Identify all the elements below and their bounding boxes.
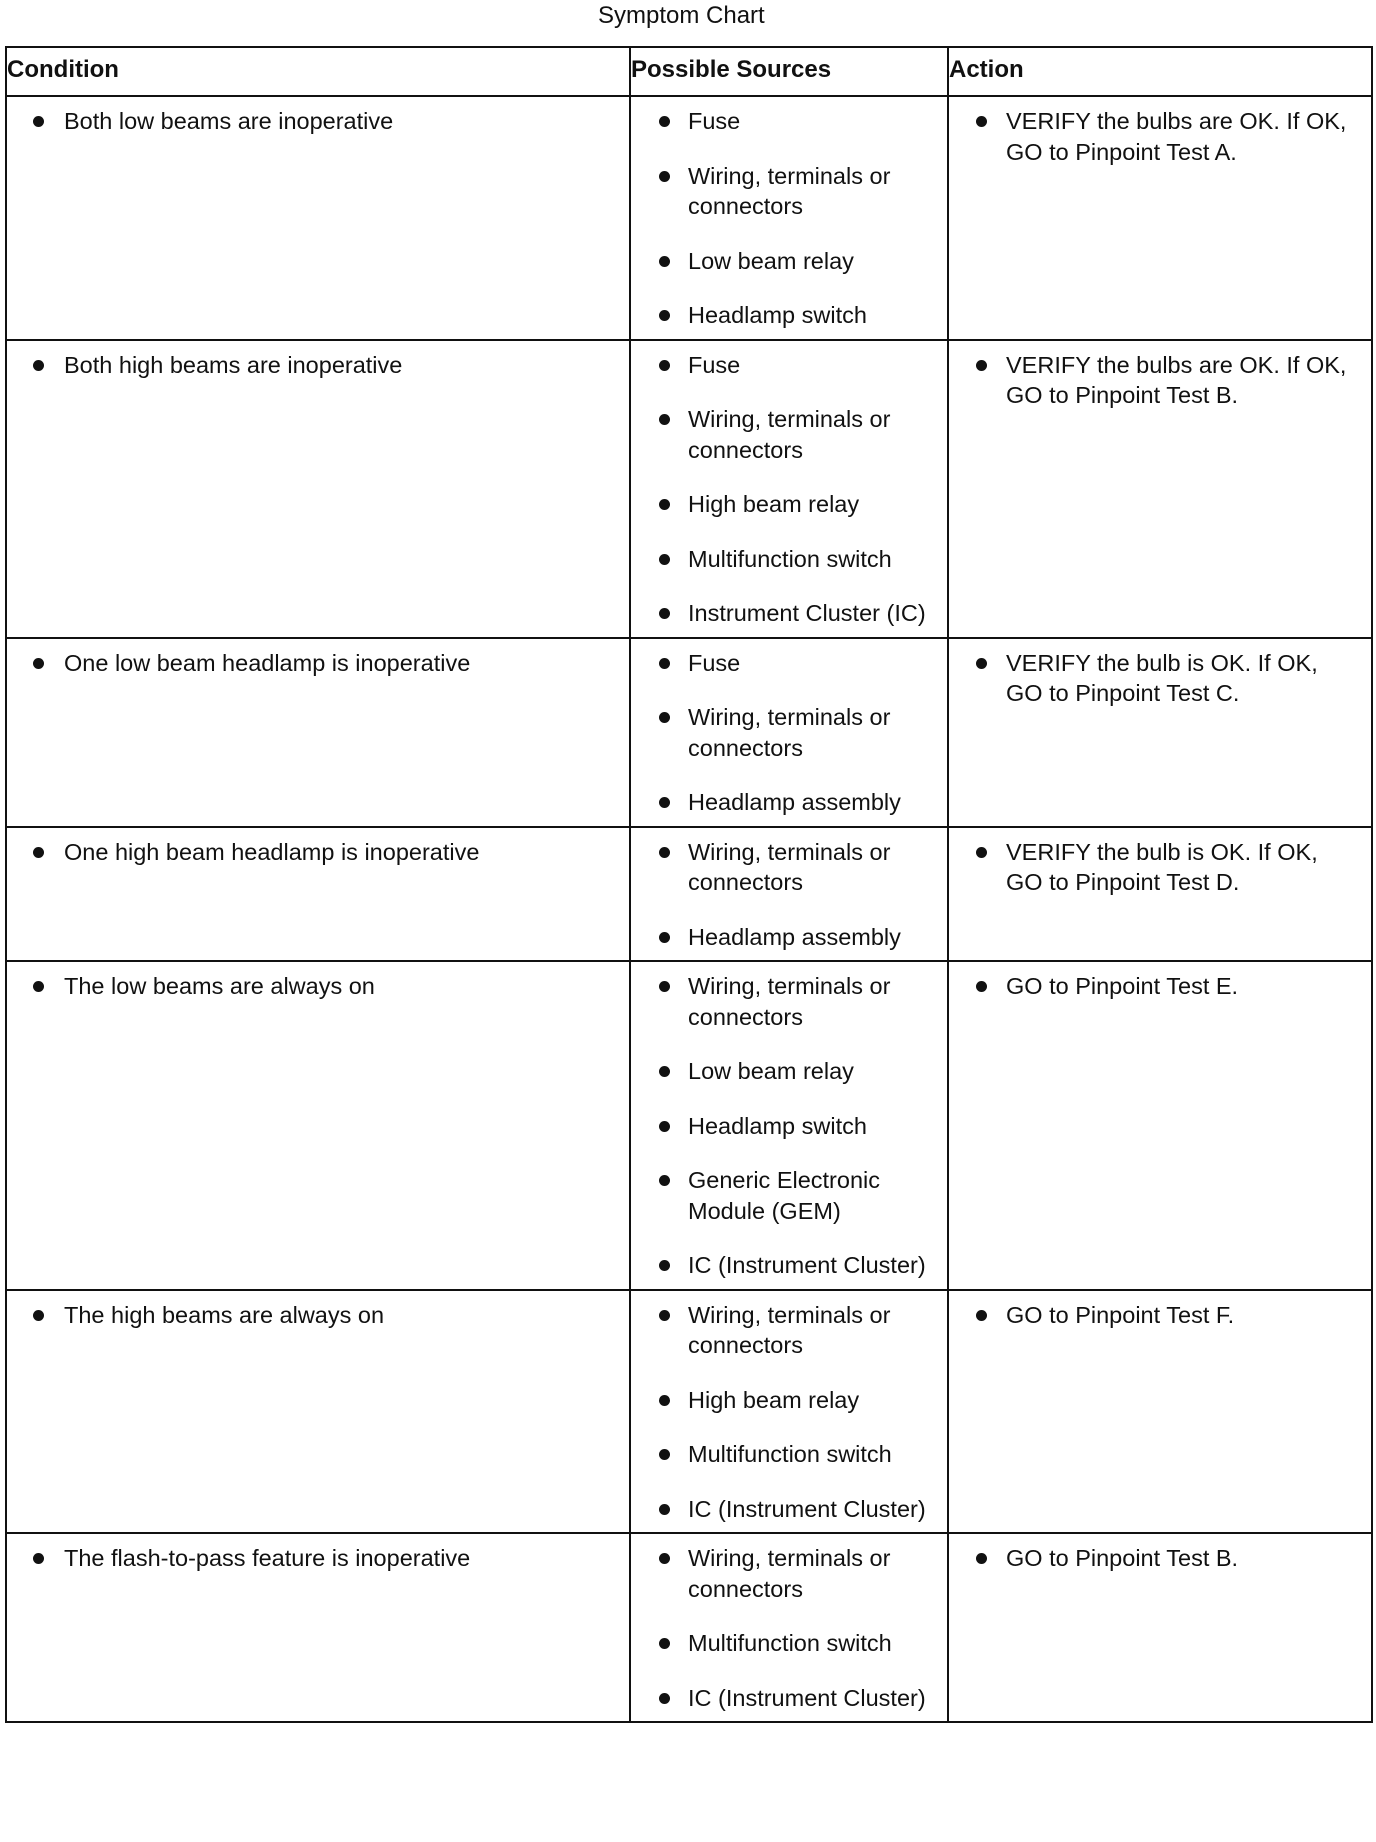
condition-cell (6, 961, 630, 1290)
source-text: Low beam relay (688, 247, 854, 274)
source-item (631, 1165, 947, 1226)
bullet-icon (659, 1693, 670, 1704)
bullet-icon (659, 171, 670, 182)
source-text: Instrument Cluster (IC) (688, 600, 926, 626)
action-item (949, 648, 1371, 709)
condition-item (7, 106, 629, 137)
source-item (631, 246, 947, 277)
condition-item (7, 1543, 629, 1574)
bullet-icon (659, 1066, 670, 1077)
bullet-icon (33, 1553, 44, 1564)
bullet-icon (33, 981, 44, 992)
source-text: Wiring, terminals or connectors (688, 704, 891, 761)
source-text: Headlamp assembly (688, 923, 901, 950)
condition-text: Both high beams are inoperative (64, 351, 403, 378)
header-condition: Condition (6, 47, 630, 96)
source-item (631, 1543, 947, 1604)
bullet-icon (659, 1310, 670, 1321)
possible-sources-cell (630, 96, 948, 340)
possible-sources-cell (630, 638, 948, 827)
source-text: Headlamp switch (688, 302, 867, 328)
source-item (631, 1111, 947, 1142)
bullet-icon (33, 1310, 44, 1321)
source-text: Wiring, terminals or connectors (688, 1301, 891, 1358)
condition-text: Both low beams are inoperative (64, 108, 394, 134)
bullet-icon (659, 981, 670, 992)
bullet-icon (659, 932, 670, 943)
source-item (631, 837, 947, 898)
source-item (631, 161, 947, 222)
condition-item (7, 648, 629, 679)
source-text: Fuse (688, 108, 741, 134)
bullet-icon (659, 1260, 670, 1271)
action-text: GO to Pinpoint Test B. (1006, 1545, 1239, 1571)
condition-item (7, 350, 629, 381)
bullet-icon (659, 1553, 670, 1564)
action-cell (948, 827, 1372, 962)
table-row (6, 638, 1372, 827)
possible-sources-cell (630, 961, 948, 1290)
source-text: Wiring, terminals or connectors (688, 973, 891, 1030)
condition-text: One low beam headlamp is inoperative (64, 649, 471, 676)
source-text: IC (Instrument Cluster) (688, 1684, 926, 1711)
chart-title-bar (0, 0, 1376, 32)
source-text: Headlamp assembly (688, 789, 901, 815)
action-text: GO to Pinpoint Test E. (1006, 973, 1239, 999)
condition-cell (6, 1290, 630, 1534)
condition-cell (6, 638, 630, 827)
condition-text: One high beam headlamp is inoperative (64, 838, 480, 865)
bullet-icon (659, 1449, 670, 1460)
source-item (631, 350, 947, 381)
source-text: Multifunction switch (688, 1630, 892, 1656)
bullet-icon (659, 256, 670, 267)
table-row (6, 1290, 1372, 1534)
source-item (631, 544, 947, 575)
action-item (949, 837, 1371, 898)
bullet-icon (659, 310, 670, 321)
action-cell (948, 961, 1372, 1290)
source-item (631, 1250, 947, 1281)
bullet-icon (976, 116, 987, 127)
chart-title: Symptom Chart (598, 2, 765, 29)
possible-sources-cell (630, 1290, 948, 1534)
source-item (631, 489, 947, 520)
source-item (631, 300, 947, 331)
source-text: Multifunction switch (688, 545, 892, 572)
source-text: IC (Instrument Cluster) (688, 1252, 926, 1278)
condition-item (7, 1300, 629, 1331)
action-item (949, 106, 1371, 167)
bullet-icon (33, 116, 44, 127)
bullet-icon (659, 797, 670, 808)
condition-cell (6, 96, 630, 340)
bullet-icon (659, 608, 670, 619)
header-row (6, 47, 1372, 96)
source-item (631, 1385, 947, 1416)
bullet-icon (659, 116, 670, 127)
source-item (631, 1056, 947, 1087)
source-item (631, 702, 947, 763)
bullet-icon (659, 1175, 670, 1186)
source-text: Wiring, terminals or connectors (688, 162, 891, 219)
bullet-icon (659, 847, 670, 858)
source-text: Generic Electronic Module (GEM) (688, 1167, 880, 1224)
chart-body (6, 96, 1372, 1722)
table-row (6, 961, 1372, 1290)
source-text: Fuse (688, 649, 741, 676)
action-item (949, 1543, 1371, 1574)
condition-text: The low beams are always on (64, 973, 375, 999)
bullet-icon (33, 360, 44, 371)
bullet-icon (659, 1395, 670, 1406)
table-row (6, 96, 1372, 340)
source-item (631, 787, 947, 818)
source-text: High beam relay (688, 1386, 860, 1413)
source-item (631, 598, 947, 629)
possible-sources-cell (630, 1533, 948, 1722)
source-text: Wiring, terminals or connectors (688, 406, 891, 463)
possible-sources-cell (630, 340, 948, 638)
source-item (631, 106, 947, 137)
header-possible-sources: Possible Sources (630, 47, 948, 96)
source-item (631, 404, 947, 465)
condition-item (7, 971, 629, 1002)
bullet-icon (976, 1310, 987, 1321)
header-action: Action (948, 47, 1372, 96)
action-text: GO to Pinpoint Test F. (1006, 1301, 1235, 1328)
bullet-icon (659, 1504, 670, 1515)
bullet-icon (659, 1638, 670, 1649)
bullet-icon (659, 712, 670, 723)
condition-item (7, 837, 629, 868)
action-cell (948, 1290, 1372, 1534)
bullet-icon (976, 658, 987, 669)
bullet-icon (33, 847, 44, 858)
bullet-icon (659, 360, 670, 371)
source-item (631, 1300, 947, 1361)
source-text: Wiring, terminals or connectors (688, 838, 891, 895)
action-cell (948, 96, 1372, 340)
condition-text: The flash-to-pass feature is inoperative (64, 1545, 471, 1571)
bullet-icon (33, 658, 44, 669)
source-item (631, 1628, 947, 1659)
source-text: Wiring, terminals or connectors (688, 1545, 891, 1602)
action-text: VERIFY the bulbs are OK. If OK, GO to Pinpoint Test A. (1006, 108, 1347, 165)
bullet-icon (976, 847, 987, 858)
source-item (631, 922, 947, 953)
table-row (6, 340, 1372, 638)
symptom-chart-table (5, 46, 1373, 1723)
condition-cell (6, 340, 630, 638)
table-row (6, 827, 1372, 962)
source-text: Headlamp switch (688, 1112, 867, 1139)
action-item (949, 971, 1371, 1002)
bullet-icon (976, 360, 987, 371)
source-text: Multifunction switch (688, 1441, 892, 1467)
source-text: Low beam relay (688, 1058, 854, 1084)
action-cell (948, 1533, 1372, 1722)
condition-cell (6, 827, 630, 962)
source-text: Fuse (688, 351, 741, 378)
condition-text: The high beams are always on (64, 1301, 385, 1328)
source-item (631, 1494, 947, 1525)
action-text: VERIFY the bulb is OK. If OK, GO to Pinpoint Test C. (1006, 649, 1318, 706)
bullet-icon (976, 1553, 987, 1564)
possible-sources-cell (630, 827, 948, 962)
action-text: VERIFY the bulbs are OK. If OK, GO to Pinpoint Test B. (1006, 351, 1347, 408)
bullet-icon (659, 658, 670, 669)
bullet-icon (976, 981, 987, 992)
source-text: IC (Instrument Cluster) (688, 1495, 926, 1522)
bullet-icon (659, 1121, 670, 1132)
bullet-icon (659, 554, 670, 565)
source-item (631, 1683, 947, 1714)
bullet-icon (659, 414, 670, 425)
source-item (631, 1439, 947, 1470)
condition-cell (6, 1533, 630, 1722)
source-item (631, 971, 947, 1032)
action-cell (948, 340, 1372, 638)
table-row (6, 1533, 1372, 1722)
action-text: VERIFY the bulb is OK. If OK, GO to Pinpoint Test D. (1006, 838, 1318, 895)
source-item (631, 648, 947, 679)
source-text: High beam relay (688, 491, 860, 517)
action-cell (948, 638, 1372, 827)
action-item (949, 350, 1371, 411)
bullet-icon (659, 499, 670, 510)
action-item (949, 1300, 1371, 1331)
